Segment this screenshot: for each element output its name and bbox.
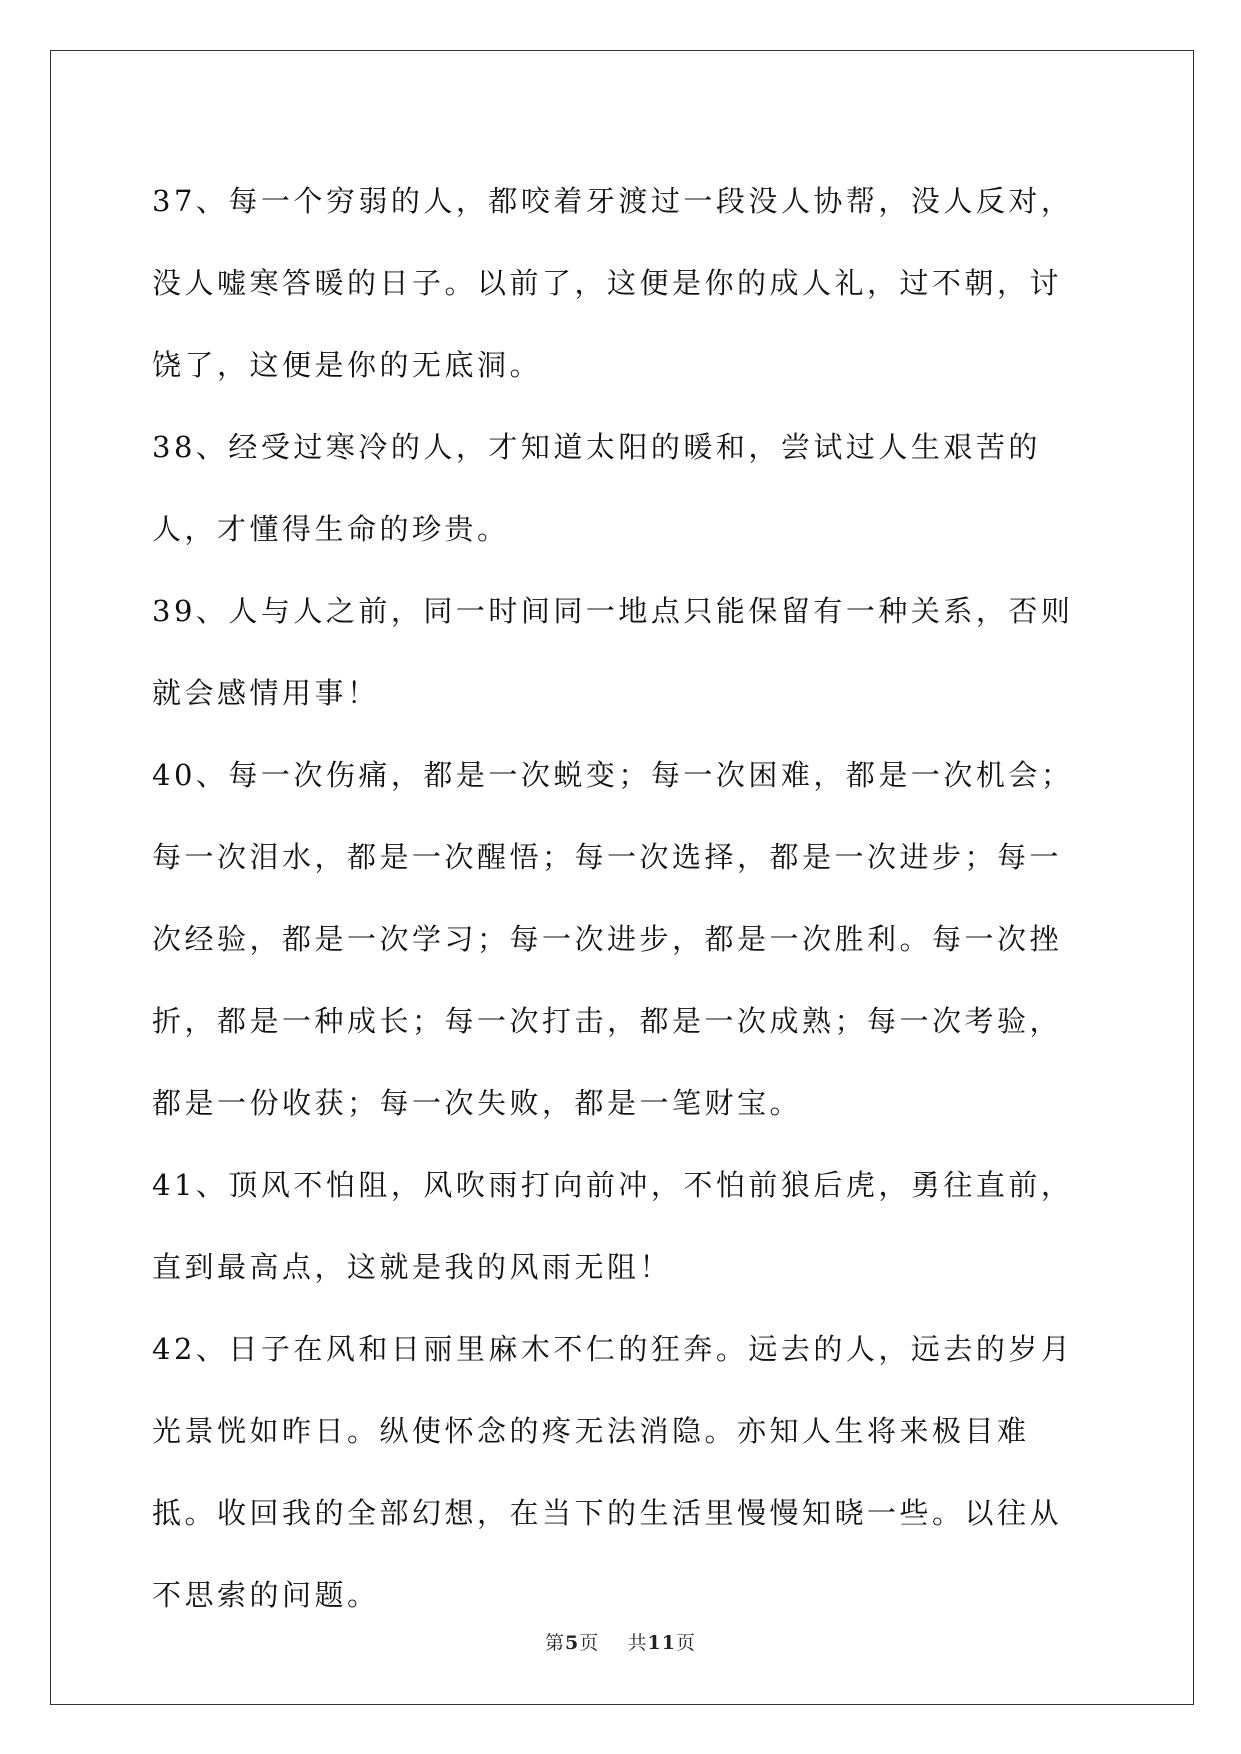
footer-total-prefix: 共 [627, 1632, 648, 1654]
paragraph-40: 40、每一次伤痛，都是一次蜕变；每一次困难，都是一次机会；每一次泪水，都是一次醒悟；每一次选择，都是一次进步；每一次经验，都是一次学习；每一次进步，都是一次胜利。每一次挫折，都是一种成长；每一次打击，都是一次成熟；每一次考验，都是一份收获；每一次失败，都是一笔财宝。 [152, 758, 1074, 1120]
paragraph-41: 41、顶风不怕阻，风吹雨打向前冲，不怕前狼后虎，勇往直前，直到最高点，这就是我的风雨无阻！ [152, 1168, 1074, 1284]
paragraph-39: 39、人与人之前，同一时间同一地点只能保留有一种关系，否则就会感情用事！ [152, 594, 1074, 710]
current-page-number: 5 [565, 1632, 580, 1654]
document-body [152, 160, 1092, 1636]
paragraph-38: 38、经受过寒冷的人，才知道太阳的暖和，尝试过人生艰苦的人，才懂得生命的珍贵。 [152, 430, 1041, 546]
total-page-number: 11 [647, 1632, 676, 1654]
footer-page-word: 页 [579, 1632, 600, 1654]
paragraph-42: 42、日子在风和日丽里麻木不仁的狂奔。远去的人，远去的岁月光景恍如昨日。纵使怀念的疼无法消隐。亦知人生将来极目难抵。收回我的全部幻想，在当下的生活里慢慢知晓一些。以往从不思索的问题。 [152, 1332, 1074, 1612]
footer-prefix: 第 [545, 1632, 566, 1654]
paragraph-37: 37、每一个穷弱的人，都咬着牙渡过一段没人协帮，没人反对，没人嘘寒答暖的日子。以前了，这便是你的成人礼，过不朝，讨饶了，这便是你的无底洞。 [152, 184, 1074, 382]
page-footer [0, 1628, 1241, 1655]
footer-total-suffix: 页 [675, 1632, 696, 1654]
